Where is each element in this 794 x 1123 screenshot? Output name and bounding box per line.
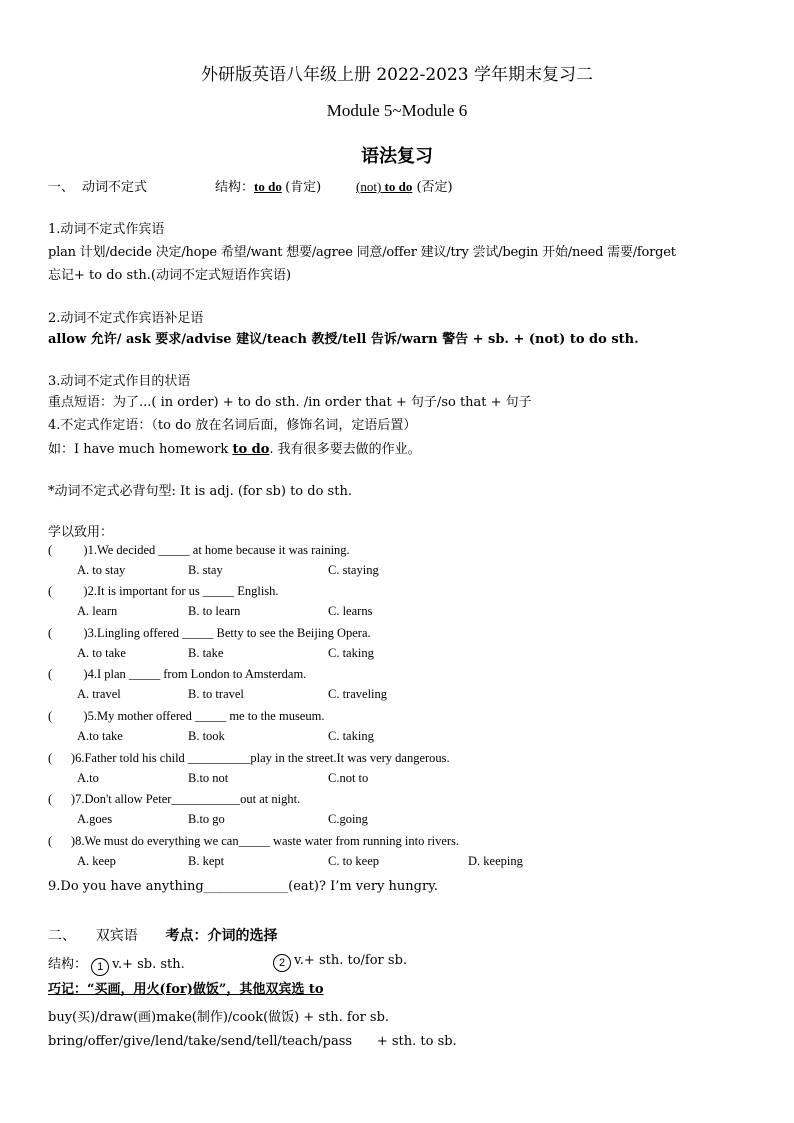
sec1-pos-note: (肯定) xyxy=(285,180,322,195)
p4-heading: 4.不定式作定语：（to do 放在名词后面，修饰名词，定语后置） xyxy=(48,418,417,433)
question-5: ( )5.My mother offered _____ me to the museum. xyxy=(48,709,325,723)
question-5-option-c[interactable]: C. taking xyxy=(328,729,374,743)
question-1-option-b[interactable]: B. stay xyxy=(188,563,223,577)
p3-line: 重点短语：为了...( in order) + to do sth. /in order that + 句子/so that + 句子 xyxy=(48,395,532,410)
p1-line1: plan 计划/decide 决定/hope 希望/want 想要/agree 同意/offer 建议/try 尝试/begin 开始/need 需要/forget xyxy=(48,245,676,260)
sec1-struct-label: 结构： xyxy=(215,180,255,195)
question-2-option-a[interactable]: A. learn xyxy=(77,604,118,618)
question-6-option-c[interactable]: C.not to xyxy=(328,771,369,785)
p1-heading: 1.动词不定式作宾语 xyxy=(48,222,165,237)
question-8-option-c[interactable]: C. to keep xyxy=(328,854,380,868)
sec2-struct-2: v.+ sth. to/for sb. xyxy=(294,953,408,968)
question-3: ( )3.Lingling offered _____ Betty to see the Beijing Opera. xyxy=(48,626,371,640)
question-6-option-a[interactable]: A.to xyxy=(77,771,99,785)
sec1-structure xyxy=(215,176,321,195)
sec2-heading xyxy=(48,925,278,945)
question-1-option-a[interactable]: A. to stay xyxy=(77,563,126,577)
page-title: 外研版英语八年级上册 2022-2023 学年期末复习二 xyxy=(200,65,594,85)
question-3-option-a[interactable]: A. to take xyxy=(77,646,126,660)
p2-line: allow 允许/ ask 要求/advise 建议/teach 教授/tell 告诉/warn 警告 + sb. + (not) to do sth. xyxy=(48,332,639,347)
p3-heading: 3.动词不定式作目的状语 xyxy=(48,374,191,389)
p4-example: 如：I have much homework to do. 我有很多要去做的作业。 xyxy=(48,442,421,457)
question-7-option-c[interactable]: C.going xyxy=(328,812,368,826)
question-2-option-b[interactable]: B. to learn xyxy=(188,604,241,618)
sec2-point: 考点：介词的选择 xyxy=(165,928,278,944)
sec2-struct-label: 结构： xyxy=(48,957,88,972)
sec1-negative xyxy=(356,176,453,195)
p1-line2: 忘记+ to do sth.(动词不定式短语作宾语) xyxy=(48,268,292,283)
sec2-structure-2 xyxy=(273,953,407,972)
question-7: ( )7.Don't allow Peter___________out at night. xyxy=(48,792,301,806)
sec1-number: 一、 xyxy=(48,180,75,195)
question-4-option-b[interactable]: B. to travel xyxy=(188,687,244,701)
question-3-option-b[interactable]: B. take xyxy=(188,646,224,660)
question-8-option-b[interactable]: B. kept xyxy=(188,854,225,868)
question-5-option-a[interactable]: A.to take xyxy=(77,729,123,743)
sec2-line1: buy(买)/draw(画)make(制作)/cook(做饭) + sth. for sb. xyxy=(48,1010,390,1025)
question-4: ( )4.I plan _____ from London to Amsterdam. xyxy=(48,667,307,681)
question-1-option-c[interactable]: C. staying xyxy=(328,563,379,577)
question-8-option-d[interactable]: D. keeping xyxy=(468,854,523,868)
sec2-line2: bring/offer/give/lend/take/send/tell/teach/pass + sth. to sb. xyxy=(48,1034,457,1049)
sec2-name: 双宾语 xyxy=(95,928,138,944)
sec1-name: 动词不定式 xyxy=(82,180,148,195)
sec1-neg: (not) to do xyxy=(356,179,413,194)
section-title: 语法复习 xyxy=(361,146,433,167)
question-5-option-b[interactable]: B. took xyxy=(188,729,225,743)
question-2: ( )2.It is important for us _____ English. xyxy=(48,584,279,598)
sec2-number: 二、 xyxy=(48,928,76,944)
key-pattern: *动词不定式必背句型: It is adj. (for sb) to do sth. xyxy=(48,484,352,499)
question-8-option-a[interactable]: A. keep xyxy=(77,854,116,868)
sec2-structure xyxy=(48,953,185,976)
sec1-pos: to do xyxy=(254,179,282,194)
sec2-tip: 巧记：“买画，用火(for)做饭”，其他双宾选 to xyxy=(48,982,324,997)
question-9: 9.Do you have anything_____________(eat)? I’m very hungry. xyxy=(48,879,438,894)
page-subtitle: Module 5~Module 6 xyxy=(326,101,468,120)
question-6-option-b[interactable]: B.to not xyxy=(188,771,229,785)
sec2-struct-1: v.+ sb. sth. xyxy=(112,957,185,972)
question-7-option-a[interactable]: A.goes xyxy=(77,812,113,826)
question-3-option-c[interactable]: C. taking xyxy=(328,646,374,660)
question-1: ( )1.We decided _____ at home because it was raining. xyxy=(48,543,350,557)
circle-1: 1 xyxy=(91,958,109,976)
question-7-option-b[interactable]: B.to go xyxy=(188,812,225,826)
question-4-option-a[interactable]: A. travel xyxy=(77,687,121,701)
question-8: ( )8.We must do everything we can_____ waste water from running into rivers. xyxy=(48,834,460,848)
sec1-neg-note: (否定) xyxy=(416,180,453,195)
p4-key: to do xyxy=(232,442,270,457)
question-2-option-c[interactable]: C. learns xyxy=(328,604,373,618)
p2-heading: 2.动词不定式作宾语补足语 xyxy=(48,311,204,326)
practice-label: 学以致用： xyxy=(48,525,114,540)
question-4-option-c[interactable]: C. traveling xyxy=(328,687,388,701)
circle-2: 2 xyxy=(273,954,291,972)
question-6: ( )6.Father told his child __________play in the street.It was very dangerous. xyxy=(48,751,450,765)
